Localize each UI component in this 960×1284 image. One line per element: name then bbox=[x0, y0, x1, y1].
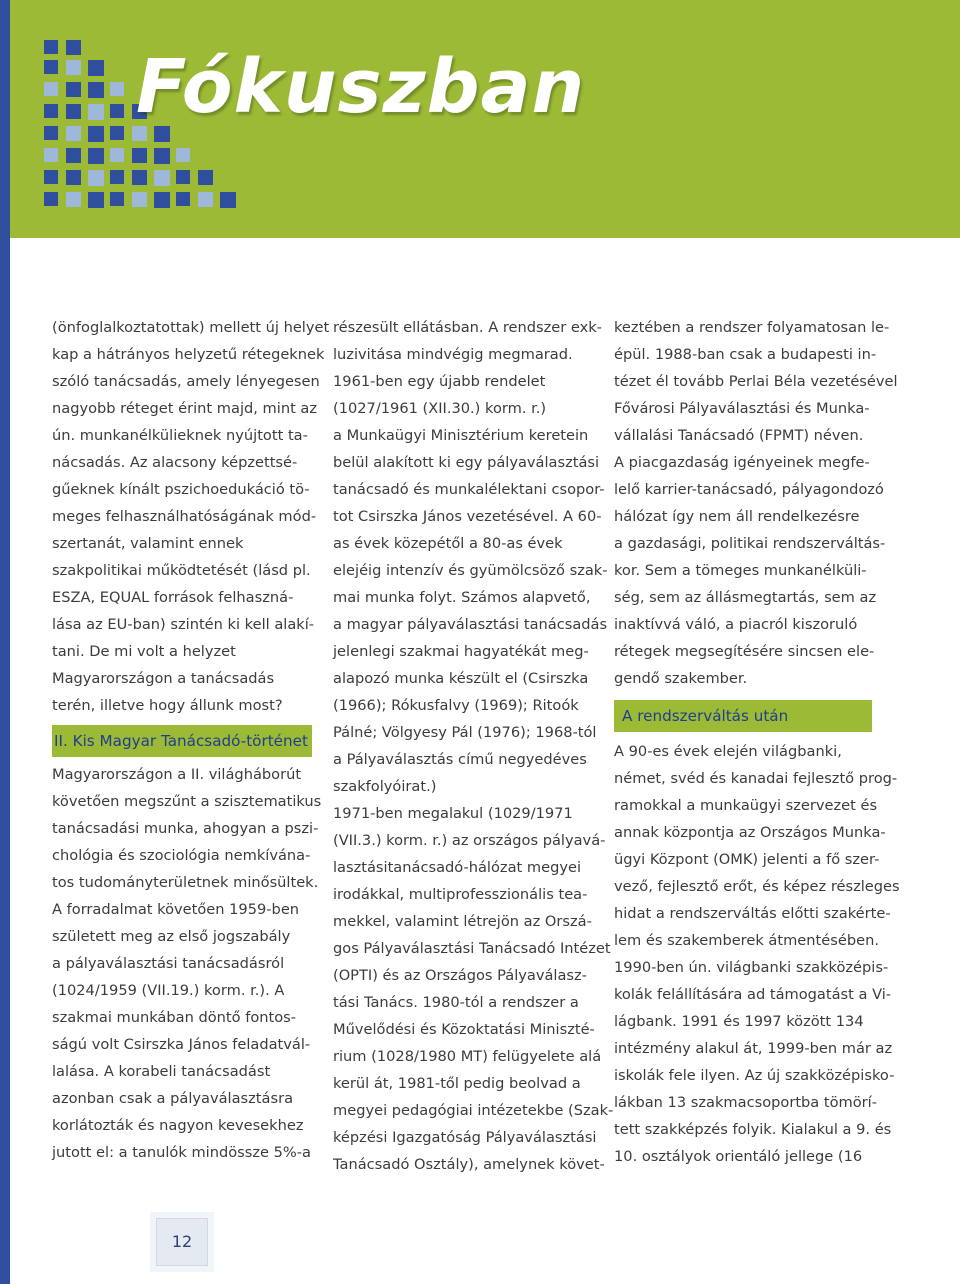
decor-tile bbox=[66, 40, 81, 55]
decor-tile bbox=[176, 148, 190, 162]
text-column-3 bbox=[614, 314, 900, 1170]
decor-tile bbox=[176, 170, 190, 184]
text-line: rétegek megsegítésére sincsen ele- bbox=[614, 643, 875, 660]
text-line: irodákkal, multiprofesszionális tea- bbox=[333, 886, 588, 903]
text-line: 10. osztályok orientáló jellege (16 bbox=[614, 1148, 863, 1165]
text-line: kolák felállítására ad támogatást a Vi- bbox=[614, 986, 892, 1003]
text-line: mekkel, valamint létrejön az Orszá- bbox=[333, 913, 592, 930]
decor-tile bbox=[198, 170, 213, 185]
decor-tile bbox=[44, 82, 58, 96]
text-line: gűeknek kínált pszichoedukáció tö- bbox=[52, 481, 310, 498]
text-line: lákban 13 szakmacsoportba tömörí- bbox=[614, 1094, 878, 1111]
text-line: intézmény alakul át, 1999-ben már az bbox=[614, 1040, 893, 1057]
decor-tile bbox=[66, 126, 81, 141]
text-line: tos tudományterületnek minősültek. bbox=[52, 874, 319, 891]
text-line: 1971-ben megalakul (1029/1971 bbox=[333, 805, 573, 822]
text-line: meges felhasználhatóságának mód- bbox=[52, 508, 317, 525]
decor-tile bbox=[44, 126, 58, 140]
text-line: épül. 1988-ban csak a budapesti in- bbox=[614, 346, 877, 363]
decor-tile bbox=[88, 192, 104, 208]
text-line: részesült ellátásban. A rendszer exk- bbox=[333, 319, 602, 336]
text-line: lalása. A korabeli tanácsadást bbox=[52, 1063, 271, 1080]
decor-tile bbox=[88, 170, 104, 186]
text-line: jelenlegi szakmai hagyatékát meg- bbox=[333, 643, 589, 660]
decor-tile bbox=[44, 104, 58, 118]
text-line: német, svéd és kanadai fejlesztő prog- bbox=[614, 770, 898, 787]
decor-tile bbox=[110, 192, 124, 206]
decor-tile bbox=[88, 60, 104, 76]
text-line: megyei pedagógiai intézetekbe (Szak- bbox=[333, 1102, 614, 1119]
decor-tile bbox=[132, 170, 147, 185]
text-line: Művelődési és Közoktatási Miniszté- bbox=[333, 1021, 595, 1038]
decor-tile bbox=[110, 82, 124, 96]
decor-tile bbox=[66, 82, 81, 97]
text-line: lelő karrier-tanácsadó, pályagondozó bbox=[614, 481, 884, 498]
decor-tile bbox=[176, 192, 190, 206]
text-line: Magyarországon a II. világháborút bbox=[52, 766, 302, 783]
decor-tile bbox=[66, 148, 81, 163]
text-column-2 bbox=[333, 314, 614, 1178]
text-line: mai munka folyt. Számos alapvető, bbox=[333, 589, 591, 606]
text-line: luzivitása mindvégig megmarad. bbox=[333, 346, 573, 363]
text-line: jutott el: a tanulók mindössze 5%-a bbox=[52, 1144, 312, 1161]
text-line: tézet él tovább Perlai Béla vezetésével bbox=[614, 373, 898, 390]
text-line: nácsadás. Az alacsony képzettsé- bbox=[52, 454, 298, 471]
text-line: alapozó munka készült el (Csirszka bbox=[333, 670, 589, 687]
decor-tile bbox=[132, 148, 147, 163]
decor-tile bbox=[66, 60, 81, 75]
text-line: ség, sem az állásmegtartás, sem az bbox=[614, 589, 877, 606]
text-line: képzési Igazgatóság Pályaválasztási bbox=[333, 1129, 597, 1146]
text-line: a pályaválasztási tanácsadásról bbox=[52, 955, 285, 972]
text-line: A piacgazdaság igényeinek megfe- bbox=[614, 454, 870, 471]
decor-tile bbox=[198, 192, 213, 207]
text-line: követően megszűnt a szisztematikus bbox=[52, 793, 322, 810]
section-heading-history: II. Kis Magyar Tanácsadó-történet bbox=[52, 725, 312, 757]
decor-tile bbox=[66, 104, 81, 119]
decor-tile bbox=[88, 104, 104, 120]
page-number: 12 bbox=[156, 1218, 208, 1266]
text-line: A forradalmat követően 1959-ben bbox=[52, 901, 300, 918]
decor-tile bbox=[154, 192, 170, 208]
decor-tile bbox=[88, 148, 104, 164]
text-line: iskolák fele ilyen. Az új szakközépisko- bbox=[614, 1067, 895, 1084]
text-line: 1961-ben egy újabb rendelet bbox=[333, 373, 546, 390]
text-line: szakpolitikai működtetését (lásd pl. bbox=[52, 562, 311, 579]
text-line: inaktívvá váló, a piacról kiszoruló bbox=[614, 616, 858, 633]
text-line: hálózat így nem áll rendelkezésre bbox=[614, 508, 860, 525]
text-line: lasztásitanácsadó-hálózat megyei bbox=[333, 859, 582, 876]
text-line: azonban csak a pályaválasztásra bbox=[52, 1090, 294, 1107]
text-line: szóló tanácsadás, amely lényegesen bbox=[52, 373, 320, 390]
text-line: elejéig intenzív és gyümölcsöző szak- bbox=[333, 562, 608, 579]
text-line: 1990-ben ún. világbanki szakközépis- bbox=[614, 959, 889, 976]
text-line: vállalási Tanácsadó (FPMT) néven. bbox=[614, 427, 864, 444]
left-edge-bar bbox=[0, 0, 10, 1284]
decor-tile bbox=[110, 104, 124, 118]
text-line: (OPTI) és az Országos Pályaválasz- bbox=[333, 967, 587, 984]
text-line: szakfolyóirat.) bbox=[333, 778, 437, 795]
text-line: ügyi Központ (OMK) jelenti a fő szer- bbox=[614, 851, 880, 868]
decor-tile bbox=[220, 192, 236, 208]
text-line: a gazdasági, politikai rendszerváltás- bbox=[614, 535, 886, 552]
decor-tile bbox=[66, 170, 81, 185]
text-line: született meg az első jogszabály bbox=[52, 928, 291, 945]
text-line: nagyobb réteget érint majd, mint az bbox=[52, 400, 318, 417]
text-line: szertanát, valamint ennek bbox=[52, 535, 244, 552]
text-line: keztében a rendszer folyamatosan le- bbox=[614, 319, 890, 336]
text-line: (1027/1961 (XII.30.) korm. r.) bbox=[333, 400, 547, 417]
text-line: hidat a rendszerváltás előtti szakérte- bbox=[614, 905, 891, 922]
text-line: terén, illetve hogy állunk most? bbox=[52, 697, 283, 714]
text-line: vező, fejlesztő erőt, és képez részleges bbox=[614, 878, 900, 895]
text-line: lágbank. 1991 és 1997 között 134 bbox=[614, 1013, 864, 1030]
section-heading-transition: A rendszerváltás után bbox=[614, 700, 872, 732]
text-line: tanácsadó és munkalélektani csopor- bbox=[333, 481, 605, 498]
text-line: a Pályaválasztás című negyedéves bbox=[333, 751, 587, 768]
decor-tile bbox=[110, 126, 124, 140]
decor-tile bbox=[154, 148, 170, 164]
text-line: ESZA, EQUAL források felhaszná- bbox=[52, 589, 294, 606]
decor-tile bbox=[66, 192, 81, 207]
text-line: A 90-es évek elején világbanki, bbox=[614, 743, 842, 760]
text-line: ságú volt Csirszka János feladatvál- bbox=[52, 1036, 311, 1053]
text-line: belül alakított ki egy pályaválasztási bbox=[333, 454, 600, 471]
decor-tile bbox=[110, 170, 124, 184]
text-line: (önfoglalkoztatottak) mellett új helyet bbox=[52, 319, 330, 336]
text-line: tani. De mi volt a helyzet bbox=[52, 643, 236, 660]
text-line: ún. munkanélkülieknek nyújtott ta- bbox=[52, 427, 308, 444]
text-line: tot Csirszka János vezetésével. A 60- bbox=[333, 508, 602, 525]
decor-tile bbox=[154, 170, 170, 186]
text-column-1 bbox=[52, 314, 330, 1166]
page-title: Fókuszban bbox=[136, 44, 586, 130]
text-line: Tanácsadó Osztály), amelynek követ- bbox=[333, 1156, 605, 1173]
decor-tile bbox=[88, 126, 104, 142]
text-line: a magyar pályaválasztási tanácsadás bbox=[333, 616, 608, 633]
decor-tile bbox=[44, 192, 58, 206]
text-line: gendő szakember. bbox=[614, 670, 748, 687]
text-line: (1024/1959 (VII.19.) korm. r.). A bbox=[52, 982, 285, 999]
decor-tile bbox=[44, 40, 58, 54]
text-line: Fővárosi Pályaválasztási és Munka- bbox=[614, 400, 870, 417]
text-line: ramokkal a munkaügyi szervezet és bbox=[614, 797, 878, 814]
decor-tile bbox=[44, 148, 58, 162]
text-line: tanácsadási munka, ahogyan a pszi- bbox=[52, 820, 319, 837]
text-line: (VII.3.) korm. r.) az országos pályavá- bbox=[333, 832, 606, 849]
text-line: (1966); Rókusfalvy (1969); Ritoók bbox=[333, 697, 579, 714]
text-line: kerül át, 1981-től pedig beolvad a bbox=[333, 1075, 581, 1092]
decor-tile bbox=[44, 170, 58, 184]
decor-tile bbox=[44, 60, 58, 74]
decor-tile bbox=[88, 82, 104, 98]
text-line: tett szakképzés folyik. Kialakul a 9. és bbox=[614, 1121, 892, 1138]
text-line: Pálné; Völgyesy Pál (1976); 1968-tól bbox=[333, 724, 597, 741]
text-line: rium (1028/1980 MT) felügyelete alá bbox=[333, 1048, 602, 1065]
decor-tile bbox=[110, 148, 124, 162]
text-line: as évek közepétől a 80-as évek bbox=[333, 535, 563, 552]
text-line: lása az EU-ban) szintén ki kell alakí- bbox=[52, 616, 315, 633]
text-line: tási Tanács. 1980-tól a rendszer a bbox=[333, 994, 579, 1011]
text-line: kor. Sem a tömeges munkanélküli- bbox=[614, 562, 867, 579]
text-line: a Munkaügyi Minisztérium keretein bbox=[333, 427, 589, 444]
text-line: annak központja az Országos Munka- bbox=[614, 824, 886, 841]
text-line: gos Pályaválasztási Tanácsadó Intézet bbox=[333, 940, 611, 957]
text-line: Magyarországon a tanácsadás bbox=[52, 670, 275, 687]
text-line: chológia és szociológia nemkívána- bbox=[52, 847, 311, 864]
text-line: kap a hátrányos helyzetű rétegeknek bbox=[52, 346, 325, 363]
text-line: szakmai munkában döntő fontos- bbox=[52, 1009, 297, 1026]
text-line: lem és szakemberek átmentésében. bbox=[614, 932, 879, 949]
text-line: korlátozták és nagyon kevesekhez bbox=[52, 1117, 304, 1134]
decor-tile bbox=[132, 192, 147, 207]
